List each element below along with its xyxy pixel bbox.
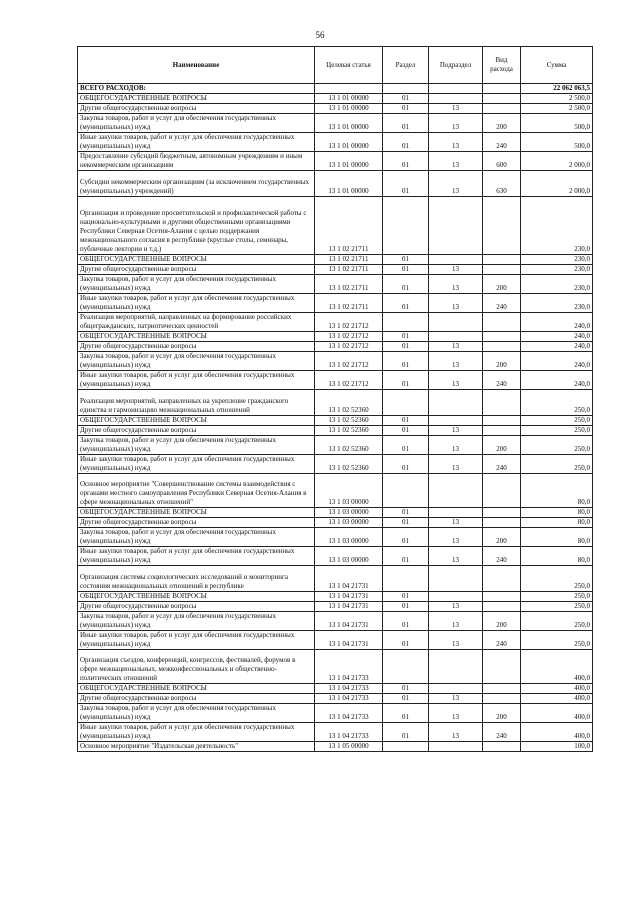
cell-target: 13 1 03 00000 <box>315 474 383 508</box>
cell-target: 13 1 02 52360 <box>315 455 383 474</box>
cell-exptype <box>483 94 521 104</box>
cell-amount: 230,0 <box>521 265 593 275</box>
cell-exptype: 200 <box>483 352 521 371</box>
table-row <box>78 694 593 704</box>
cell-section: 01 <box>383 508 429 518</box>
cell-amount: 500,0 <box>521 114 593 133</box>
cell-subsection: 13 <box>429 152 483 171</box>
cell-name: Организация съездов, конференций, конгрессов, фестивалей, форумов в сфере межнациональных, межконфессиональных и общественно-политических отношений <box>78 650 315 684</box>
cell-name: Иные закупки товаров, работ и услуг для обеспечения государственных (муниципальных) нужд <box>78 631 315 650</box>
cell-section <box>383 742 429 752</box>
cell-section: 01 <box>383 528 429 547</box>
expenditure-table <box>77 46 593 752</box>
table-row <box>78 171 593 197</box>
cell-exptype <box>483 197 521 255</box>
cell-exptype <box>483 265 521 275</box>
cell-name: Иные закупки товаров, работ и услуг для обеспечения государственных (муниципальных) нужд <box>78 133 315 152</box>
cell-subsection: 13 <box>429 436 483 455</box>
table-row <box>78 265 593 275</box>
header-subsection: Подраздел <box>429 47 483 84</box>
cell-target: 13 1 03 00000 <box>315 528 383 547</box>
cell-subsection: 13 <box>429 104 483 114</box>
cell-section: 01 <box>383 547 429 566</box>
cell-target: 13 1 02 21712 <box>315 352 383 371</box>
cell-target: 13 1 04 21731 <box>315 612 383 631</box>
cell-name: Закупка товаров, работ и услуг для обеспечения государственных (муниципальных) нужд <box>78 612 315 631</box>
table-row <box>78 371 593 390</box>
cell-amount: 2 500,0 <box>521 104 593 114</box>
cell-name: Закупка товаров, работ и услуг для обеспечения государственных (муниципальных) нужд <box>78 114 315 133</box>
cell-section <box>383 197 429 255</box>
cell-amount: 250,0 <box>521 566 593 592</box>
cell-section: 01 <box>383 704 429 723</box>
table-row <box>78 436 593 455</box>
table-row <box>78 152 593 171</box>
cell-target: 13 1 03 00000 <box>315 518 383 528</box>
cell-name: ОБЩЕГОСУДАРСТВЕННЫЕ ВОПРОСЫ <box>78 255 315 265</box>
cell-target: 13 1 04 21731 <box>315 602 383 612</box>
cell-target: 13 1 04 21731 <box>315 631 383 650</box>
cell-amount: 2 000,0 <box>521 152 593 171</box>
cell-subsection: 13 <box>429 371 483 390</box>
cell-name: Иные закупки товаров, работ и услуг для обеспечения государственных (муниципальных) нужд <box>78 371 315 390</box>
cell-section: 01 <box>383 684 429 694</box>
cell-name: Предоставление субсидий бюджетным, автономным учреждениям и иным некоммерческим организациям <box>78 152 315 171</box>
cell-section: 01 <box>383 723 429 742</box>
header-name: Наименование <box>78 47 315 84</box>
cell-exptype: 600 <box>483 152 521 171</box>
cell-amount: 80,0 <box>521 547 593 566</box>
cell-subsection: 13 <box>429 547 483 566</box>
cell-amount: 240,0 <box>521 313 593 332</box>
cell-subsection <box>429 390 483 416</box>
cell-exptype <box>483 426 521 436</box>
cell-exptype <box>483 602 521 612</box>
cell-target: 13 1 04 21731 <box>315 566 383 592</box>
cell-target: 13 1 01 00000 <box>315 114 383 133</box>
cell-subsection <box>429 508 483 518</box>
cell-name: ОБЩЕГОСУДАРСТВЕННЫЕ ВОПРОСЫ <box>78 416 315 426</box>
cell-subsection <box>429 684 483 694</box>
cell-amount: 250,0 <box>521 416 593 426</box>
cell-subsection: 13 <box>429 704 483 723</box>
cell-section: 01 <box>383 332 429 342</box>
cell-exptype <box>483 84 521 94</box>
cell-amount: 250,0 <box>521 631 593 650</box>
cell-exptype: 200 <box>483 528 521 547</box>
cell-target: 13 1 02 21712 <box>315 371 383 390</box>
cell-section: 01 <box>383 255 429 265</box>
cell-subsection <box>429 566 483 592</box>
cell-name: Иные закупки товаров, работ и услуг для обеспечения государственных (муниципальных) нужд <box>78 294 315 313</box>
cell-exptype <box>483 104 521 114</box>
header-section: Раздел <box>383 47 429 84</box>
cell-subsection: 13 <box>429 265 483 275</box>
table-row <box>78 474 593 508</box>
cell-name: Другие общегосударственные вопросы <box>78 426 315 436</box>
cell-subsection: 13 <box>429 694 483 704</box>
cell-target: 13 1 02 21712 <box>315 332 383 342</box>
cell-amount: 240,0 <box>521 332 593 342</box>
cell-amount: 2 500,0 <box>521 94 593 104</box>
cell-name: Закупка товаров, работ и услуг для обеспечения государственных (муниципальных) нужд <box>78 352 315 371</box>
cell-exptype <box>483 518 521 528</box>
cell-amount: 2 000,0 <box>521 171 593 197</box>
cell-exptype: 240 <box>483 371 521 390</box>
cell-subsection <box>429 84 483 94</box>
cell-amount: 240,0 <box>521 371 593 390</box>
cell-subsection: 13 <box>429 631 483 650</box>
table-row <box>78 104 593 114</box>
cell-name: ОБЩЕГОСУДАРСТВЕННЫЕ ВОПРОСЫ <box>78 94 315 104</box>
cell-target: 13 1 04 21731 <box>315 592 383 602</box>
cell-target: 13 1 04 21733 <box>315 704 383 723</box>
cell-section: 01 <box>383 94 429 104</box>
cell-exptype <box>483 650 521 684</box>
cell-name: Закупка товаров, работ и услуг для обеспечения государственных (муниципальных) нужд <box>78 528 315 547</box>
cell-target: 13 1 02 52360 <box>315 436 383 455</box>
cell-amount: 80,0 <box>521 528 593 547</box>
cell-name: ОБЩЕГОСУДАРСТВЕННЫЕ ВОПРОСЫ <box>78 592 315 602</box>
cell-subsection: 13 <box>429 612 483 631</box>
table-row <box>78 704 593 723</box>
cell-subsection: 13 <box>429 528 483 547</box>
cell-amount: 250,0 <box>521 592 593 602</box>
cell-name: Организация системы социологических исследований и мониторинга состояния межнациональных отношений в республике <box>78 566 315 592</box>
cell-subsection: 13 <box>429 518 483 528</box>
cell-target: 13 1 01 00000 <box>315 94 383 104</box>
cell-subsection <box>429 255 483 265</box>
cell-target: 13 1 05 00000 <box>315 742 383 752</box>
cell-target: 13 1 02 21711 <box>315 275 383 294</box>
table-row <box>78 723 593 742</box>
table-row <box>78 390 593 416</box>
cell-exptype <box>483 566 521 592</box>
cell-section: 01 <box>383 631 429 650</box>
header-row <box>78 47 593 84</box>
cell-exptype: 200 <box>483 275 521 294</box>
cell-name: Основное мероприятие "Совершенствование системы взаимодействия с органами местного самоуправления Республики Северная Осетия-Алания в сфере межнациональных отношений" <box>78 474 315 508</box>
cell-section <box>383 474 429 508</box>
cell-subsection: 13 <box>429 171 483 197</box>
cell-target: 13 1 04 21733 <box>315 694 383 704</box>
table-row <box>78 94 593 104</box>
cell-section: 01 <box>383 371 429 390</box>
cell-subsection: 13 <box>429 352 483 371</box>
cell-target: 13 1 01 00000 <box>315 104 383 114</box>
cell-section <box>383 566 429 592</box>
cell-exptype <box>483 694 521 704</box>
table-row <box>78 455 593 474</box>
table-row <box>78 566 593 592</box>
table-row <box>78 332 593 342</box>
cell-name: Организация и проведение просветительской и профилактической работы с национально-культурными и другими общественными организациями Республики Северная Осетия-Алания с целью поддержания межнационального согласия в республике (круглые столы, семинары, публичные лектории и т.д.) <box>78 197 315 255</box>
cell-target: 13 1 02 21711 <box>315 265 383 275</box>
cell-name: Другие общегосударственные вопросы <box>78 518 315 528</box>
cell-amount: 80,0 <box>521 518 593 528</box>
cell-exptype <box>483 313 521 332</box>
cell-subsection: 13 <box>429 133 483 152</box>
cell-section: 01 <box>383 294 429 313</box>
cell-amount: 250,0 <box>521 436 593 455</box>
cell-amount: 230,0 <box>521 197 593 255</box>
header-amount: Сумма <box>521 47 593 84</box>
cell-name: Другие общегосударственные вопросы <box>78 694 315 704</box>
table-row <box>78 518 593 528</box>
cell-name: ОБЩЕГОСУДАРСТВЕННЫЕ ВОПРОСЫ <box>78 684 315 694</box>
cell-section <box>383 650 429 684</box>
cell-subsection: 13 <box>429 275 483 294</box>
cell-exptype <box>483 592 521 602</box>
cell-exptype <box>483 474 521 508</box>
table-row <box>78 275 593 294</box>
cell-exptype: 240 <box>483 723 521 742</box>
cell-amount: 400,0 <box>521 723 593 742</box>
cell-exptype: 200 <box>483 612 521 631</box>
cell-name: Реализация мероприятий, направленных на формирование российских общегражданских, патриотических ценностей <box>78 313 315 332</box>
cell-amount: 250,0 <box>521 602 593 612</box>
table-row <box>78 508 593 518</box>
table-row <box>78 528 593 547</box>
cell-name: Другие общегосударственные вопросы <box>78 104 315 114</box>
cell-amount: 240,0 <box>521 352 593 371</box>
cell-subsection <box>429 332 483 342</box>
cell-target: 13 1 02 21711 <box>315 197 383 255</box>
cell-exptype: 240 <box>483 294 521 313</box>
cell-subsection <box>429 592 483 602</box>
cell-section: 01 <box>383 592 429 602</box>
cell-exptype: 240 <box>483 455 521 474</box>
cell-amount: 230,0 <box>521 275 593 294</box>
table-row <box>78 352 593 371</box>
cell-name: Иные закупки товаров, работ и услуг для обеспечения государственных (муниципальных) нужд <box>78 455 315 474</box>
cell-subsection <box>429 197 483 255</box>
cell-amount: 400,0 <box>521 650 593 684</box>
cell-section: 01 <box>383 455 429 474</box>
cell-target: 13 1 04 21733 <box>315 723 383 742</box>
cell-amount: 500,0 <box>521 133 593 152</box>
cell-target: 13 1 01 00000 <box>315 133 383 152</box>
cell-subsection: 13 <box>429 294 483 313</box>
cell-section: 01 <box>383 171 429 197</box>
table-row <box>78 416 593 426</box>
table-row <box>78 612 593 631</box>
cell-section <box>383 313 429 332</box>
cell-subsection <box>429 742 483 752</box>
cell-name: Другие общегосударственные вопросы <box>78 602 315 612</box>
cell-target: 13 1 01 00000 <box>315 152 383 171</box>
table-row <box>78 650 593 684</box>
cell-name: Иные закупки товаров, работ и услуг для обеспечения государственных (муниципальных) нужд <box>78 547 315 566</box>
cell-name: Субсидии некоммерческим организациям (за исключением государственных (муниципальных) учреждений) <box>78 171 315 197</box>
cell-exptype: 240 <box>483 631 521 650</box>
table-row <box>78 684 593 694</box>
cell-name: Основное мероприятие "Издательская деятельность" <box>78 742 315 752</box>
header-target-article: Целевая статья <box>315 47 383 84</box>
cell-exptype: 200 <box>483 704 521 723</box>
cell-amount: 22 062 063,5 <box>521 84 593 94</box>
table-row <box>78 84 593 94</box>
cell-subsection <box>429 313 483 332</box>
cell-section: 01 <box>383 152 429 171</box>
table-row <box>78 592 593 602</box>
cell-name: Реализация мероприятий, направленных на укрепление гражданского единства и гармонизацию межнациональных отношений <box>78 390 315 416</box>
cell-section: 01 <box>383 342 429 352</box>
cell-section: 01 <box>383 133 429 152</box>
cell-target: 13 1 02 21711 <box>315 255 383 265</box>
cell-amount: 240,0 <box>521 342 593 352</box>
table-row <box>78 342 593 352</box>
table-row <box>78 602 593 612</box>
cell-amount: 100,0 <box>521 742 593 752</box>
cell-subsection <box>429 416 483 426</box>
cell-section <box>383 390 429 416</box>
cell-amount: 250,0 <box>521 426 593 436</box>
cell-name: Закупка товаров, работ и услуг для обеспечения государственных (муниципальных) нужд <box>78 436 315 455</box>
cell-exptype <box>483 342 521 352</box>
cell-target: 13 1 02 21711 <box>315 294 383 313</box>
cell-target: 13 1 02 52360 <box>315 426 383 436</box>
cell-target <box>315 84 383 94</box>
cell-exptype <box>483 255 521 265</box>
cell-target: 13 1 02 21712 <box>315 342 383 352</box>
cell-amount: 230,0 <box>521 294 593 313</box>
cell-amount: 400,0 <box>521 694 593 704</box>
cell-target: 13 1 02 21712 <box>315 313 383 332</box>
cell-exptype <box>483 416 521 426</box>
cell-exptype: 200 <box>483 436 521 455</box>
table-row <box>78 313 593 332</box>
cell-amount: 80,0 <box>521 474 593 508</box>
cell-target: 13 1 04 21733 <box>315 650 383 684</box>
cell-amount: 400,0 <box>521 684 593 694</box>
cell-subsection: 13 <box>429 114 483 133</box>
cell-amount: 250,0 <box>521 390 593 416</box>
header-expense-type: Вид расхода <box>483 47 521 84</box>
cell-name: Другие общегосударственные вопросы <box>78 265 315 275</box>
table-row <box>78 255 593 265</box>
cell-exptype <box>483 390 521 416</box>
cell-section: 01 <box>383 114 429 133</box>
table-row <box>78 426 593 436</box>
cell-section: 01 <box>383 694 429 704</box>
table-row <box>78 631 593 650</box>
cell-section: 01 <box>383 602 429 612</box>
cell-subsection <box>429 94 483 104</box>
table-row <box>78 133 593 152</box>
cell-amount: 250,0 <box>521 612 593 631</box>
table-row <box>78 742 593 752</box>
cell-section: 01 <box>383 518 429 528</box>
cell-subsection: 13 <box>429 723 483 742</box>
cell-name: ОБЩЕГОСУДАРСТВЕННЫЕ ВОПРОСЫ <box>78 332 315 342</box>
cell-subsection <box>429 474 483 508</box>
cell-section: 01 <box>383 265 429 275</box>
cell-name: ОБЩЕГОСУДАРСТВЕННЫЕ ВОПРОСЫ <box>78 508 315 518</box>
cell-exptype <box>483 332 521 342</box>
cell-exptype <box>483 742 521 752</box>
cell-target: 13 1 02 52360 <box>315 390 383 416</box>
cell-name: Закупка товаров, работ и услуг для обеспечения государственных (муниципальных) нужд <box>78 704 315 723</box>
cell-section: 01 <box>383 426 429 436</box>
cell-target: 13 1 04 21733 <box>315 684 383 694</box>
table-row <box>78 197 593 255</box>
cell-section <box>383 84 429 94</box>
cell-section: 01 <box>383 275 429 294</box>
cell-name: ВСЕГО РАСХОДОВ: <box>78 84 315 94</box>
cell-target: 13 1 03 00000 <box>315 547 383 566</box>
cell-section: 01 <box>383 612 429 631</box>
cell-subsection: 13 <box>429 602 483 612</box>
cell-amount: 80,0 <box>521 508 593 518</box>
cell-exptype: 200 <box>483 114 521 133</box>
cell-exptype <box>483 684 521 694</box>
cell-subsection: 13 <box>429 342 483 352</box>
cell-target: 13 1 02 52360 <box>315 416 383 426</box>
cell-target: 13 1 03 00000 <box>315 508 383 518</box>
cell-section: 01 <box>383 416 429 426</box>
cell-subsection <box>429 650 483 684</box>
table-body <box>78 84 593 752</box>
cell-amount: 230,0 <box>521 255 593 265</box>
cell-amount: 400,0 <box>521 704 593 723</box>
cell-name: Закупка товаров, работ и услуг для обеспечения государственных (муниципальных) нужд <box>78 275 315 294</box>
table-row <box>78 114 593 133</box>
cell-name: Иные закупки товаров, работ и услуг для обеспечения государственных (муниципальных) нужд <box>78 723 315 742</box>
table-row <box>78 547 593 566</box>
cell-section: 01 <box>383 352 429 371</box>
cell-exptype <box>483 508 521 518</box>
cell-subsection: 13 <box>429 455 483 474</box>
cell-exptype: 240 <box>483 133 521 152</box>
cell-section: 01 <box>383 436 429 455</box>
cell-subsection: 13 <box>429 426 483 436</box>
cell-section: 01 <box>383 104 429 114</box>
table-row <box>78 294 593 313</box>
cell-exptype: 630 <box>483 171 521 197</box>
page-number: 56 <box>315 30 325 40</box>
cell-target: 13 1 01 00000 <box>315 171 383 197</box>
cell-name: Другие общегосударственные вопросы <box>78 342 315 352</box>
cell-amount: 250,0 <box>521 455 593 474</box>
cell-exptype: 240 <box>483 547 521 566</box>
